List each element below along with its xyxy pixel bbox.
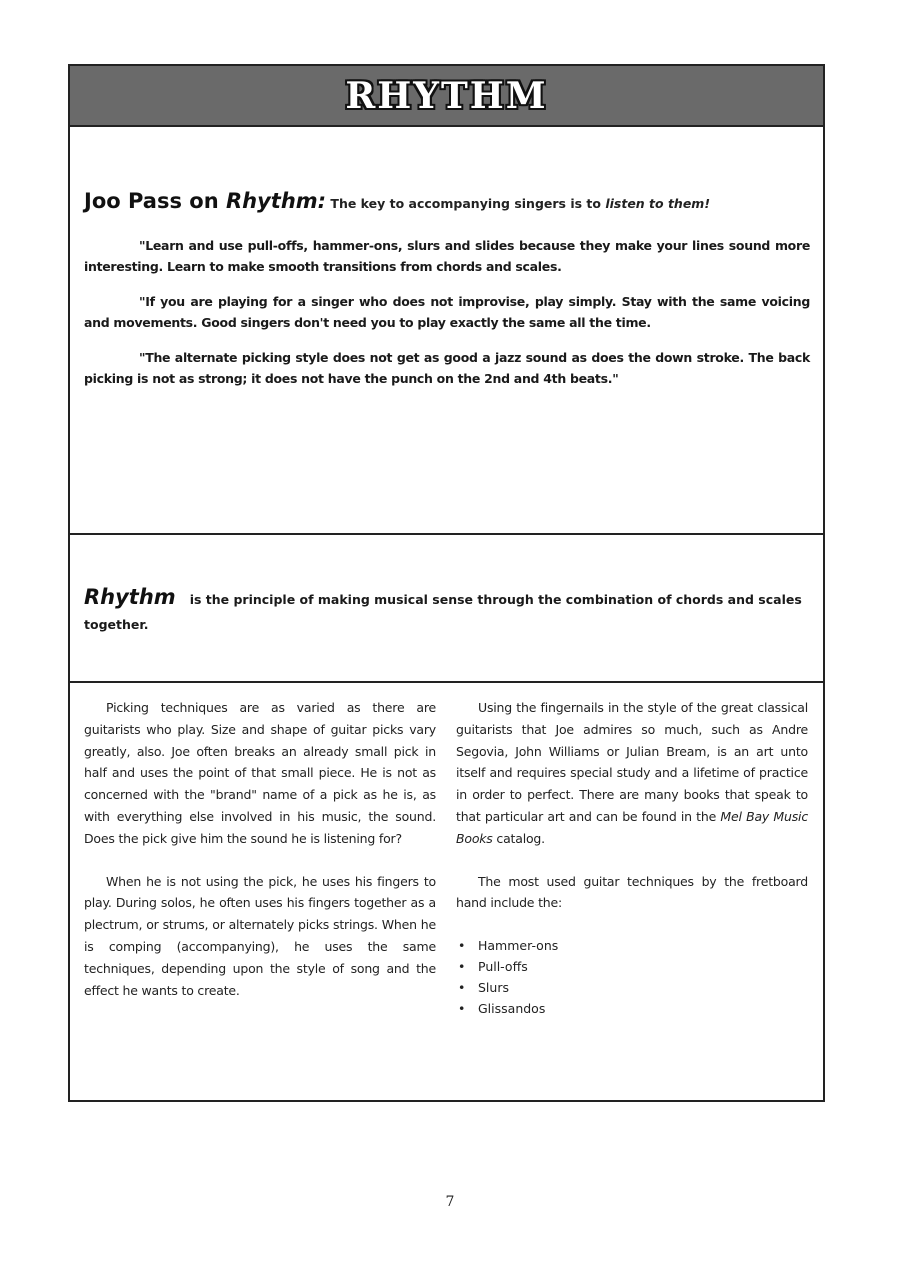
heading-main-italic: Rhythm: — [225, 189, 327, 213]
quote-paragraph: "The alternate picking style does not get as good a jazz sound as does the down stroke. The back picking is not as strong; it does not have the punch on the 2nd and 4th beats." — [84, 350, 810, 386]
page-title: RHYTHM — [345, 74, 548, 117]
list-item: • Hammer-ons — [456, 935, 808, 956]
definition-body: is the principle of making musical sense through the combination of chords and scales together. — [84, 592, 802, 632]
quote-paragraph: "If you are playing for a singer who does not improvise, play simply. Stay with the same voicing and movements. Good singers don't need you to play exactly the same all the time. — [84, 294, 810, 330]
body-paragraph: Picking techniques are as varied as there are guitarists who play. Size and shape of guitar picks vary greatly, also. Joe often breaks an already small pick in half and uses the point of that small piece. He is not as concerned with the "brand" name of a pick as he is, as with everything else involved in his music, the sound. Does the pick give him the sound he is listening for? — [84, 700, 436, 846]
title-bar — [70, 66, 823, 127]
technique-list — [456, 935, 808, 1019]
body-paragraph: The most used guitar techniques by the fretboard hand include the: — [456, 873, 808, 911]
paragraph-text: catalog. — [492, 830, 545, 846]
list-item: • Slurs — [456, 977, 808, 998]
body-paragraph: When he is not using the pick, he uses his fingers to play. During solos, he often uses his fingers together as a plectrum, or strums, or alternately picks strings. When he is comping (accompanying), he uses the same techniques, depending upon the style of song and the effect he wants to create. — [84, 873, 436, 998]
heading-subtitle — [326, 196, 710, 211]
catalog-name: Mel Bay Music Books — [456, 808, 808, 846]
page-number: 7 — [445, 1194, 455, 1210]
heading-rest-prefix: The key to accompanying singers is to — [326, 196, 606, 211]
quotes-heading — [84, 189, 812, 213]
page-frame — [68, 64, 825, 1102]
paragraph-text: Using the fingernails in the style of the great classical guitarists that Joe admires so much, such as Andre Segovia, John Williams or Julian Bream, is an art unto itself and requires special study and a lifetime of practice in order to perfect. There are many books that speak to that particular art and can be found in the — [456, 700, 808, 824]
definition-term: Rhythm — [84, 585, 176, 609]
quotes-list — [84, 235, 810, 403]
heading-main-prefix: Joo Pass on — [84, 189, 226, 213]
definition-section — [70, 535, 823, 683]
heading-main — [84, 189, 326, 213]
quote-paragraph: "Learn and use pull-offs, hammer-ons, slurs and slides because they make your lines sound more interesting. Learn to make smooth transitions from chords and scales. — [84, 238, 810, 274]
left-column — [84, 697, 436, 1022]
techniques-section — [70, 683, 823, 1100]
quotes-section — [70, 125, 823, 535]
heading-rest-italic: listen to them! — [605, 196, 711, 211]
definition-text — [84, 585, 810, 637]
right-column — [456, 697, 808, 1019]
list-item: • Glissandos — [456, 998, 808, 1019]
list-item: • Pull-offs — [456, 956, 808, 977]
body-paragraph — [456, 697, 808, 850]
